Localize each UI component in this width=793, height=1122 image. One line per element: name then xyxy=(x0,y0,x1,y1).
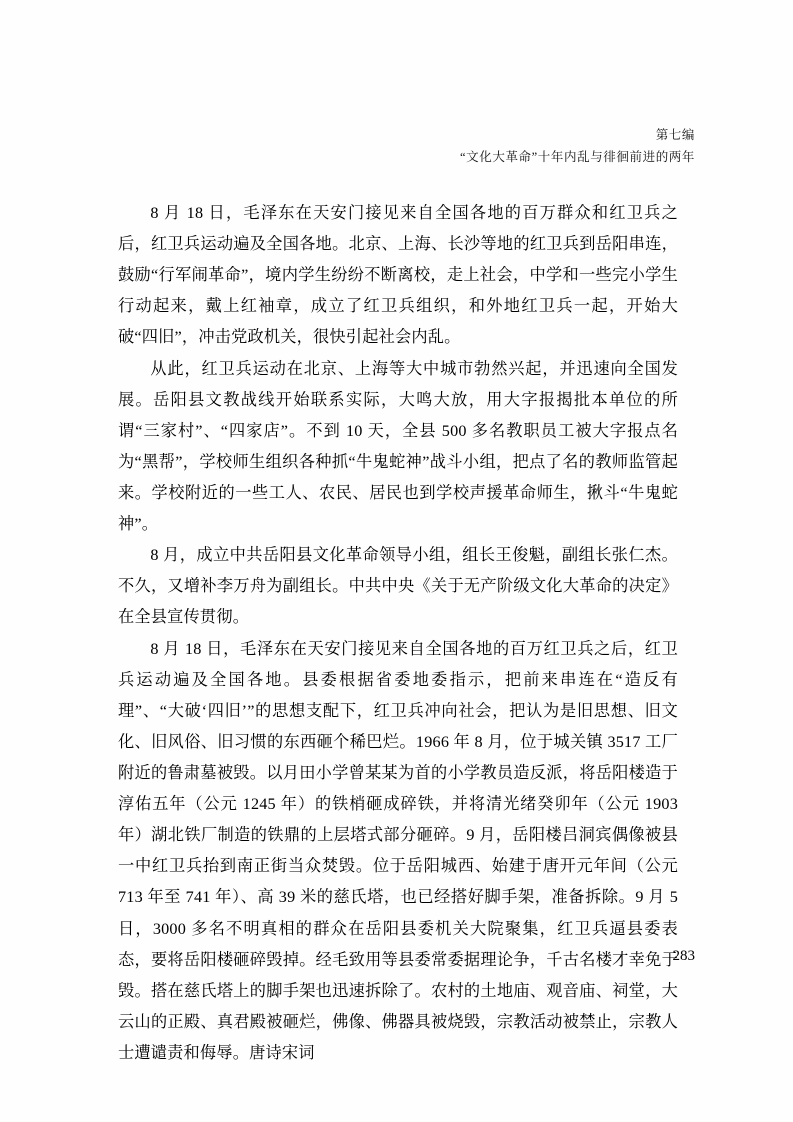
header-subtitle: “文化大革命”十年内乱与徘徊前进的两年 xyxy=(460,150,695,165)
paragraph: 8 月 18 日，毛泽东在天安门接见来自全国各地的百万红卫兵之后，红卫兵运动遍及全国各地。县委根据省委地委指示，把前来串连在“造反有理”、“大破‘四旧’”的思想支配下，红卫兵冲向社会，把认为是旧思想、旧文化、旧风俗、旧习惯的东西砸个稀巴烂。1966 年 8 月，位于城关镇 3517 工厂附近的鲁肃墓被毁。以月田小学曾某某为首的小学教员造反派，将岳阳楼造于淳佑五年（公元 1245 年）的铁梢砸成碎铁，并将清光绪癸卯年（公元 1903 年）湖北铁厂制造的铁鼎的上层塔式部分砸碎。9 月，岳阳楼吕洞宾偶像被县一中红卫兵抬到南正街当众焚毁。位于岳阳城西、始建于唐开元年间（公元 713 年至 741 年）、高 39 米的慈氏塔，也已经搭好脚手架，准备拆除。9 月 5 日，3000 多名不明真相的群众在岳阳县委机关大院聚集，红卫兵逼县委表态，要将岳阳楼砸碎毁掉。经毛致用等县委常委据理论争，千古名楼才幸免于毁。搭在慈氏塔上的脚手架也迅速拆除了。农村的土地庙、观音庙、祠堂，大云山的正殿、真君殿被砸烂，佛像、佛器具被烧毁，宗教活动被禁止，宗教人士遭谴责和侮辱。唐诗宋词 xyxy=(118,639,678,1062)
paragraph: 从此，红卫兵运动在北京、上海等大中城市勃然兴起，并迅速向全国发展。岳阳县文教战线开始联系实际，大鸣大放，用大字报揭批本单位的所谓“三家村”、“四家店”。不到 10 天，全县 500 多名教职员工被大字报点名为“黑帮”，学校师生组织各种抓“牛鬼蛇神”战斗小组，把点了名的教师监管起来。学校附近的一些工人、农民、居民也到学校声援革命师生，揪斗“牛鬼蛇神”。 xyxy=(118,359,678,534)
page-body xyxy=(118,198,678,1069)
header-section-title: 第七编 xyxy=(655,128,695,142)
page-header xyxy=(460,126,695,168)
paragraph: 8 月 18 日，毛泽东在天安门接见来自全国各地的百万群众和红卫兵之后，红卫兵运动遍及全国各地。北京、上海、长沙等地的红卫兵到岳阳串连，鼓励“行军闹革命”，境内学生纷纷不断离校，走上社会，中学和一些完小学生行动起来，戴上红袖章，成立了红卫兵组织，和外地红卫兵一起，开始大破“四旧”，冲击党政机关，很快引起社会内乱。 xyxy=(118,204,678,347)
page-number: 283 xyxy=(672,948,695,964)
paragraph: 8 月，成立中共岳阳县文化革命领导小组，组长王俊魁，副组长张仁杰。不久，又增补李万舟为副组长。中共中央《关于无产阶级文化大革命的决定》在全县宣传贯彻。 xyxy=(118,546,678,627)
